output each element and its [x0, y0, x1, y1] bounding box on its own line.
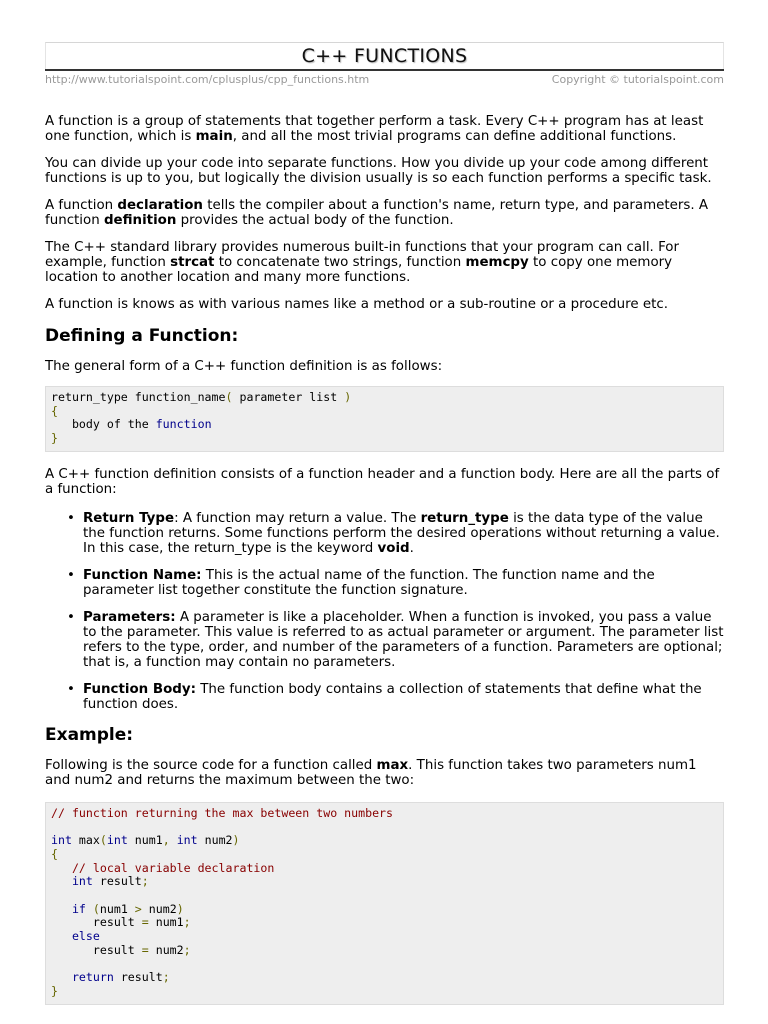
page-header — [45, 42, 724, 71]
intro-paragraph-3: A function declaration tells the compiler about a function's name, return type, and parameters. A function definition provides the actual body of the function. — [45, 198, 709, 228]
list-item-return-type: • Return Type: A function may return a value. The return_type is the data type of the value the function returns. Some functions perform the desired operations without returning a value. In this case, the return_type is the keyword void. — [83, 511, 724, 556]
defining-lead: The general form of a C++ function definition is as follows: — [45, 359, 443, 374]
example-lead: Following is the source code for a function called max. This function takes two parameters num1 and num2 and returns the maximum between the two: — [45, 757, 697, 788]
intro-paragraph-2: You can divide up your code into separate functions. How you divide up your code among different functions is up to you, but logically the division usually is so each function performs a specific task. — [45, 156, 712, 186]
section-heading-defining: Defining a Function: — [45, 326, 239, 346]
source-url-link[interactable]: http://www.tutorialspoint.com/cplusplus/cpp_functions.htm — [45, 73, 370, 86]
header-rule — [45, 69, 724, 71]
article-body — [45, 114, 724, 1020]
intro-paragraph-1: A function is a group of statements that together perform a task. Every C++ program has at least one function, which is main, and all the most trivial programs can define additional functions. — [45, 114, 704, 144]
intro-paragraph-5: A function is knows as with various names like a method or a sub-routine or a procedure etc. — [45, 297, 668, 312]
copyright-text: Copyright © tutorialspoint.com — [551, 73, 724, 86]
document-page — [45, 42, 724, 998]
code-block-example: // function returning the max between two numbers int max(int num1, int num2) { // local variable declaration int result; if (num1 > num2) result = num1; else result = num2; return result; } — [45, 802, 724, 1005]
list-item-function-body: • Function Body: The function body contains a collection of statements that define what the function does. — [83, 682, 724, 712]
function-parts-list — [45, 511, 724, 712]
code-block-general-form: return_type function_name( parameter list ) { body of the function } — [45, 386, 724, 452]
defining-after: A C++ function definition consists of a function header and a function body. Here are all the parts of a function: — [45, 466, 720, 497]
section-heading-example: Example: — [45, 724, 134, 745]
page-title: C++ FUNCTIONS — [301, 45, 468, 67]
list-item-parameters: • Parameters: A parameter is like a placeholder. When a function is invoked, you pass a value to the parameter. This value is referred to as actual parameter or argument. The parameter list refers to the type, order, and number of the parameters of a function. Parameters are optional; that is, a function may contain no parameters. — [83, 610, 724, 670]
list-item-function-name: • Function Name: This is the actual name of the function. The function name and the parameter list together constitute the function signature. — [83, 568, 724, 598]
intro-paragraph-4: The C++ standard library provides numerous built-in functions that your program can call. For example, function strcat to concatenate two strings, function memcpy to copy one memory location to another location and many more functions. — [45, 240, 679, 285]
